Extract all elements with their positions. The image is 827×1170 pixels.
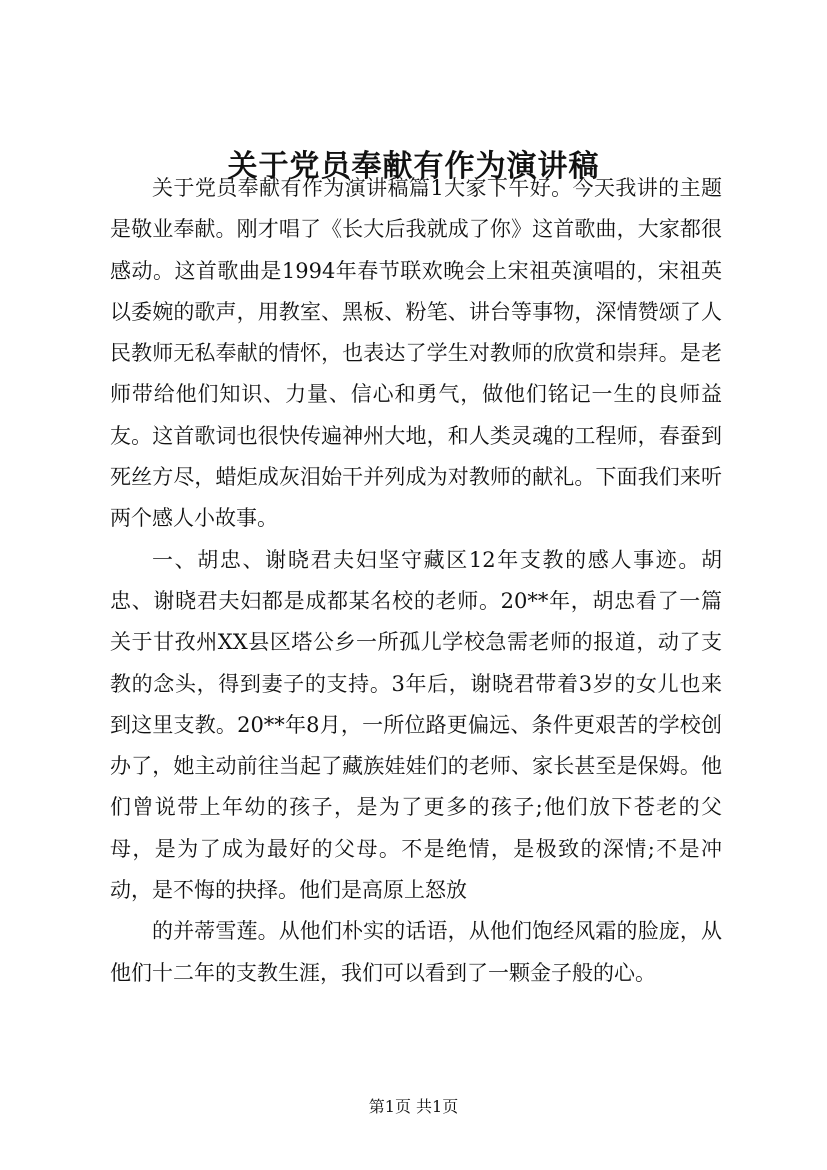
document-body bbox=[110, 168, 722, 994]
paragraph-intro: 关于党员奉献有作为演讲稿篇1大家下午好。今天我讲的主题是敬业奉献。刚才唱了《长大后我就成了你》这首歌曲，大家都很感动。这首歌曲是1994年春节联欢晚会上宋祖英演唱的，宋祖英以委婉的歌声，用教室、黑板、粉笔、讲台等事物，深情赞颂了人民教师无私奉献的情怀，也表达了学生对教师的欣赏和崇拜。是老师带给他们知识、力量、信心和勇气，做他们铭记一生的良师益友。这首歌词也很快传遍神州大地，和人类灵魂的工程师，春蚕到死丝方尽，蜡炬成灰泪始干并列成为对教师的献礼。下面我们来听两个感人小故事。 bbox=[110, 176, 722, 531]
paragraph-conclusion: 的并蒂雪莲。从他们朴实的话语，从他们饱经风霜的脸庞，从他们十二年的支教生涯，我们可以看到了一颗金子般的心。 bbox=[110, 919, 722, 985]
paragraph-story: 一、胡忠、谢晓君夫妇坚守藏区12年支教的感人事迹。胡忠、谢晓君夫妇都是成都某名校的老师。20**年，胡忠看了一篇关于甘孜州XX县区塔公乡一所孤儿学校急需老师的报道，动了支教的念头，得到妻子的支持。3年后，谢晓君带着3岁的女儿也来到这里支教。20**年8月，一所位路更偏远、条件更艰苦的学校创办了，她主动前往当起了藏族娃娃们的老师、家长甚至是保姆。他们曾说带上年幼的孩子，是为了更多的孩子;他们放下苍老的父母，是为了成为最好的父母。不是绝情，是极致的深情;不是冲动，是不悔的抉择。他们是高原上怒放 bbox=[110, 547, 722, 903]
page-footer: 第1页 共1页 bbox=[368, 1097, 459, 1116]
document-title: 关于党员奉献有作为演讲稿 bbox=[227, 149, 600, 184]
